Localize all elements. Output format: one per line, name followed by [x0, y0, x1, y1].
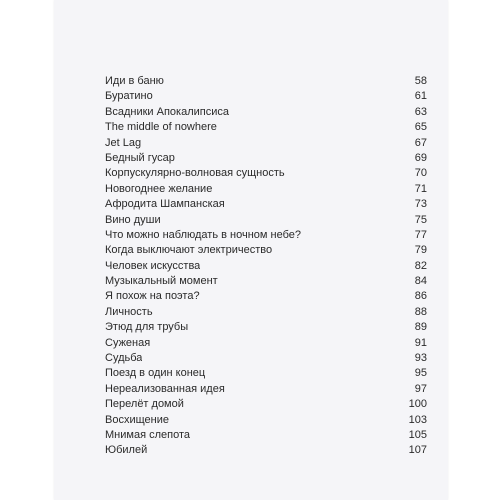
toc-entry: [105, 182, 427, 197]
toc-entry-title: Когда выключают электричество: [105, 244, 273, 257]
toc-entry: [105, 228, 427, 243]
toc-entry: [105, 105, 427, 120]
toc-entry: [105, 120, 427, 135]
toc-entry-page: 61: [414, 90, 427, 103]
toc-entry-page: 105: [408, 428, 427, 441]
toc-entry-page: 75: [414, 213, 427, 226]
toc-entry-title: Перелёт домой: [105, 398, 184, 411]
toc-entry-title: Иди в баню: [105, 75, 164, 87]
toc-entry-title: Афродита Шампанская: [105, 198, 225, 211]
toc-entry-page: 103: [408, 413, 427, 426]
toc-entry: [105, 243, 427, 258]
toc-entry-title: Новогоднее желание: [105, 182, 213, 195]
toc-entry-page: 77: [414, 228, 427, 241]
toc-entry-title: Корпускулярно-волновая сущность: [105, 167, 285, 180]
toc-entry: [105, 274, 427, 289]
toc-entry-page: 95: [414, 367, 427, 380]
toc-entry-page: 82: [414, 259, 427, 272]
toc-entry-title: Jet Lag: [105, 136, 142, 149]
toc-entry: [105, 74, 427, 89]
toc-entry-page: 70: [414, 167, 427, 180]
table-of-contents: [105, 74, 427, 459]
toc-entry: [105, 197, 427, 212]
toc-entry: [105, 166, 427, 181]
toc-entry: [105, 382, 427, 397]
toc-entry: [105, 289, 427, 304]
toc-entry: [105, 413, 427, 428]
toc-entry-page: 100: [408, 398, 427, 411]
toc-entry-page: 91: [414, 336, 427, 349]
toc-entry: [105, 443, 427, 458]
toc-entry: [105, 259, 427, 274]
toc-entry-title: Поезд в один конец: [105, 367, 206, 380]
toc-entry-page: 65: [414, 121, 427, 134]
toc-entry-title: Юбилей: [105, 444, 148, 457]
toc-entry-page: 88: [414, 305, 427, 318]
toc-entry-page: 67: [414, 136, 427, 149]
toc-entry-title: Буратино: [105, 90, 153, 103]
toc-entry-page: 79: [414, 244, 427, 257]
toc-entry-title: Музыкальный момент: [105, 275, 218, 288]
toc-entry-page: 107: [408, 444, 427, 457]
toc-entry: [105, 351, 427, 366]
toc-entry-page: 89: [414, 321, 427, 334]
toc-entry-title: Суженая: [105, 336, 151, 349]
toc-entry: [105, 320, 427, 335]
toc-entry: [105, 136, 427, 151]
toc-entry: [105, 397, 427, 412]
book-page: [54, 0, 448, 500]
toc-entry-title: Восхищение: [105, 413, 169, 426]
toc-entry-title: Этюд для трубы: [105, 321, 189, 334]
toc-entry-page: 69: [414, 151, 427, 164]
toc-entry: [105, 89, 427, 104]
toc-entry: [105, 213, 427, 228]
toc-entry-title: Судьба: [105, 352, 143, 365]
toc-entry-title: Бедный гусар: [105, 151, 175, 164]
toc-entry-page: 84: [414, 275, 427, 288]
toc-entry-page: 97: [414, 382, 427, 395]
toc-entry-page: 71: [414, 182, 427, 195]
toc-entry-page: 58: [414, 75, 427, 87]
toc-entry-title: Человек искусства: [105, 259, 201, 272]
toc-entry-page: 93: [414, 352, 427, 365]
toc-entry-title: Что можно наблюдать в ночном небе?: [105, 228, 302, 241]
toc-entry: [105, 336, 427, 351]
toc-entry: [105, 428, 427, 443]
toc-entry: [105, 305, 427, 320]
toc-entry-title: Вино души: [105, 213, 161, 226]
toc-entry: [105, 366, 427, 381]
toc-entry-page: 73: [414, 198, 427, 211]
toc-entry-title: Личность: [105, 305, 153, 318]
toc-entry-title: Всадники Апокалипсиса: [105, 105, 229, 118]
toc-entry-title: Нереализованная идея: [105, 382, 225, 395]
toc-entry-title: Мнимая слепота: [105, 428, 190, 441]
toc-entry: [105, 151, 427, 166]
toc-entry-title: Я похож на поэта?: [105, 290, 200, 303]
toc-entry-title: The middle of nowhere: [105, 121, 217, 134]
toc-entry-page: 63: [414, 105, 427, 118]
toc-entry-page: 86: [414, 290, 427, 303]
